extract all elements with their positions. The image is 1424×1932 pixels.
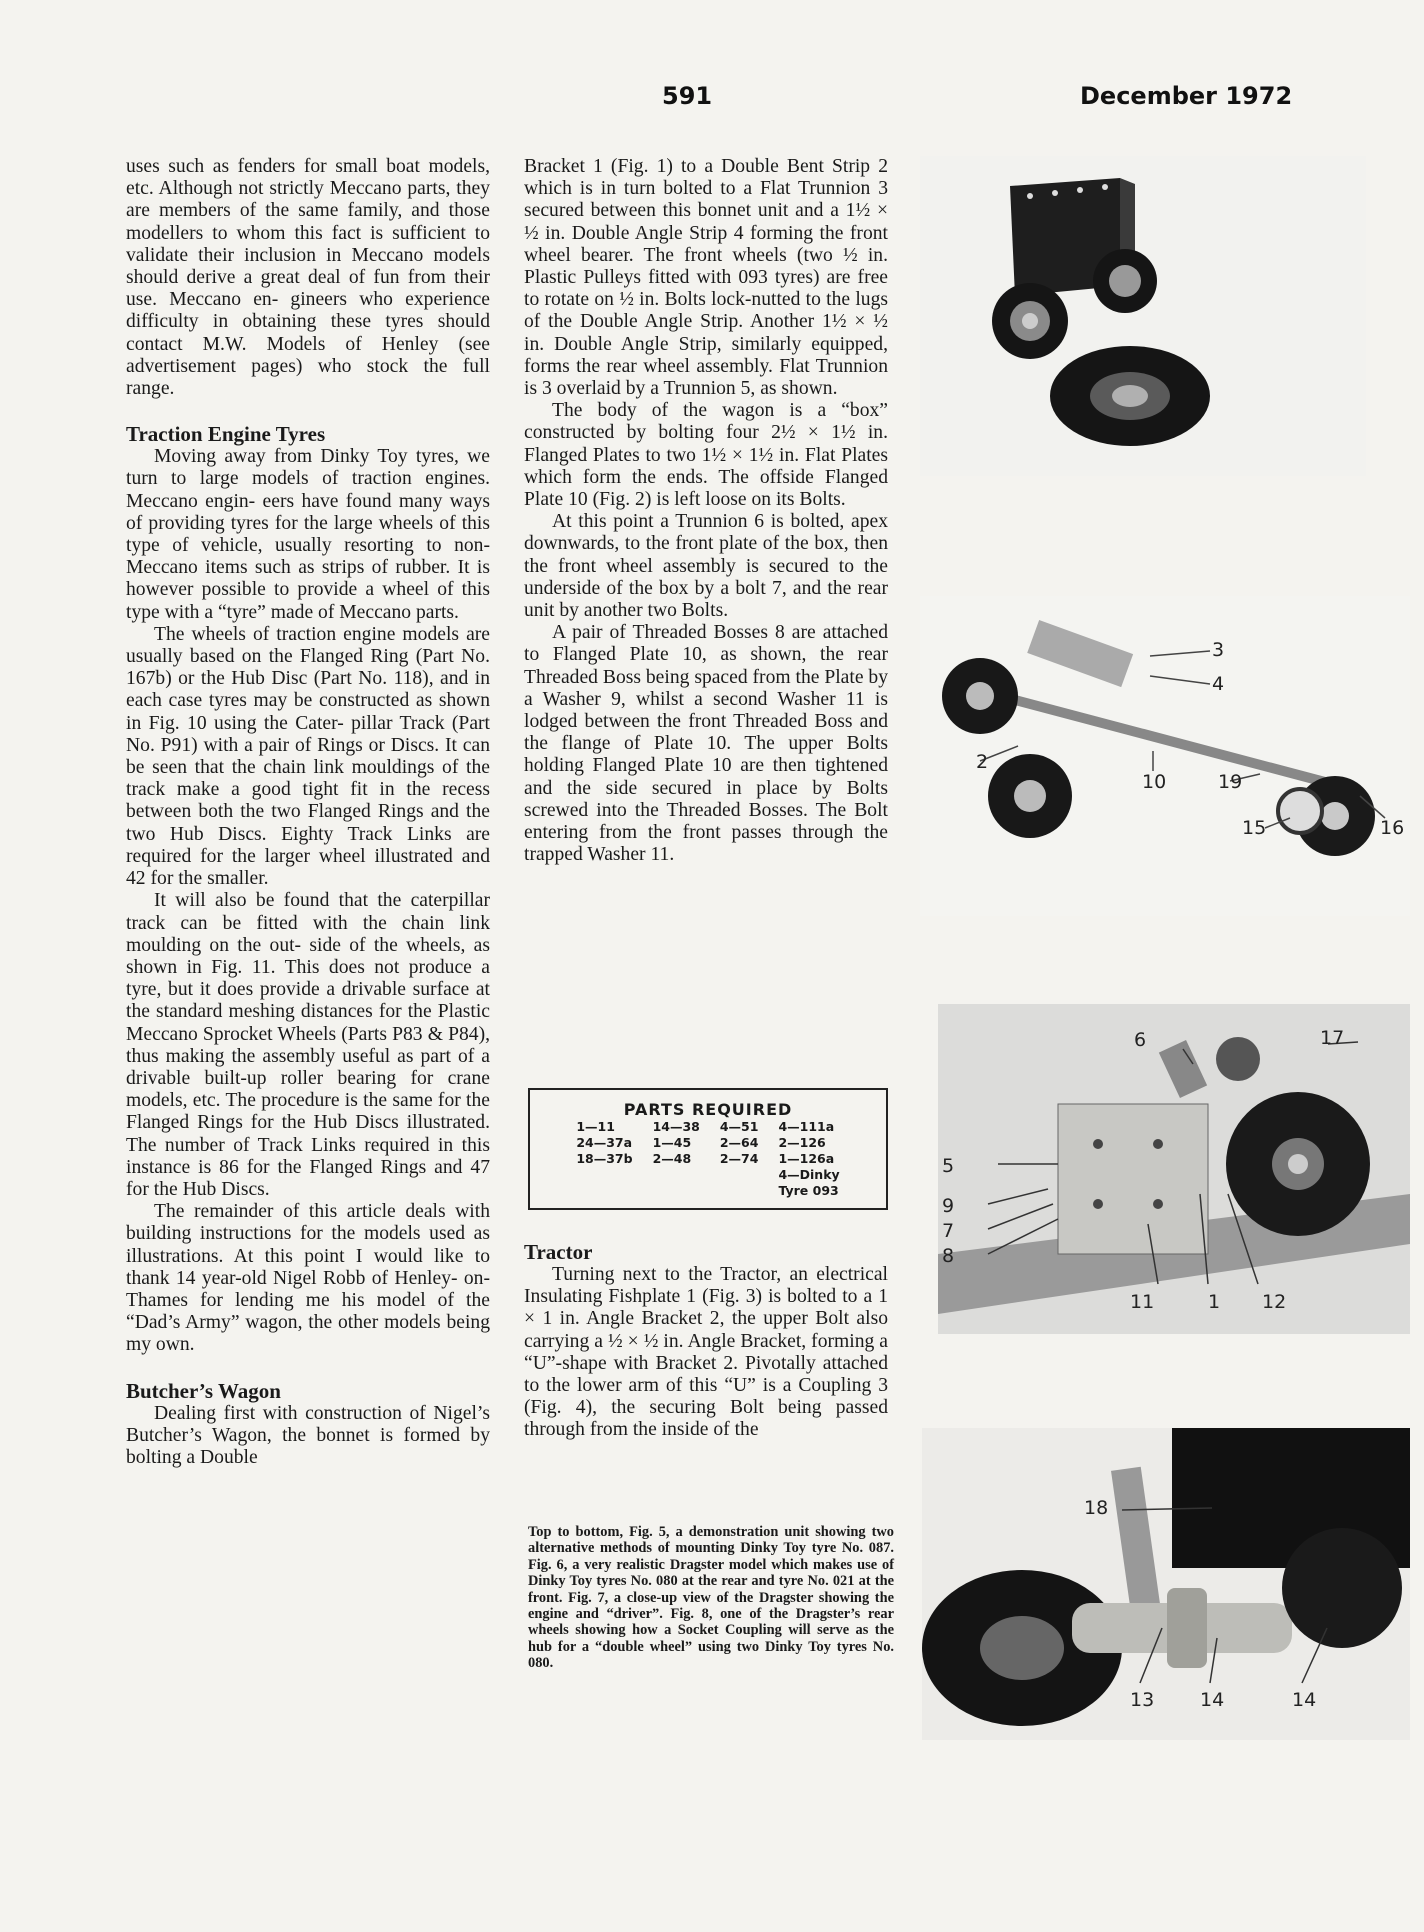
parts-col-2 (643, 1119, 710, 1199)
fig8-label-13: 13 (1130, 1689, 1155, 1711)
fig7-label-1: 1 (1208, 1291, 1221, 1313)
column-2 (524, 156, 888, 867)
parts-col-1 (566, 1119, 642, 1199)
issue-date: December 1972 (1080, 82, 1293, 110)
fig7-label-12: 12 (1262, 1291, 1287, 1313)
part-entry: Tyre 093 (778, 1183, 839, 1198)
part-entry: 1—11 (576, 1119, 615, 1134)
paragraph: Bracket 1 (Fig. 1) to a Double Bent Strip 2 which is in turn bolted to a Flat Trunnion 3 secured between this bonnet unit and a 1½ × ½ in. Double Angle Strip 4 forming the front wheel bearer. The front wheels (two ½ in. Plastic Pulleys fitted with 093 tyres) are free to rotate on ½ in. Bolts lock-nutted to the lugs of the Double Angle Strip. Another 1½ × ½ in. Double Angle Strip, similarly equipped, forms the rear wheel assembly. Flat Trunnion is 3 overlaid by a Trunnion 5, as shown. (524, 156, 888, 400)
paragraph: Turning next to the Tractor, an electrical Insulating Fishplate 1 (Fig. 3) is bolted to a 1 × 1 in. Angle Bracket 2, the upper Bolt also carrying a ½ × ½ in. Angle Bracket, forming a “U”-shape with Bracket 2. Pivotally attached to the lower arm of this “U” is a Coupling 3 (Fig. 4), the securing Bolt being passed through from the inside of the (524, 1264, 888, 1441)
fig7-label-6: 6 (1134, 1029, 1147, 1051)
fig6-label-4: 4 (1212, 673, 1225, 695)
parts-table (566, 1119, 849, 1199)
paragraph: uses such as fenders for small boat models, etc. Although not strictly Meccano parts, they are members of the same family, and those modellers to whom this fact is sufficient to validate their inclusion in Meccano models should derive a great deal of fun from their use. Meccano en- gineers who experience difficulty in obtaining these tyres should contact M.W. Models of Henley (see advertisement pages) who stock the full range. (126, 156, 490, 400)
part-entry: 2—64 (719, 1135, 759, 1150)
part-entry: 18—37b (576, 1151, 633, 1166)
fig6-label-3: 3 (1212, 639, 1225, 661)
part-entry: 2—126 (778, 1135, 826, 1150)
paragraph: The wheels of traction engine models are usually based on the Flanged Ring (Part No. 167b) or the Hub Disc (Part No. 118), and in each case tyres may be constructed as shown in Fig. 10 using the Cater- pillar Track (Part No. P91) with a pair of Rings or Discs. It can be seen that the chain link mouldings of the track make a good tight fit in the recess between both the two Flanged Rings and the two Hub Discs. Eighty Track Links are required for the larger wheel illustrated and 42 for the smaller. (126, 623, 490, 890)
part-entry: 1—126a (778, 1151, 835, 1166)
fig7-label-8: 8 (942, 1245, 955, 1267)
part-entry: 2—74 (719, 1151, 759, 1166)
part-entry: 14—38 (652, 1119, 700, 1134)
fig7-photo (938, 1004, 1410, 1334)
fig6-image (920, 596, 1410, 916)
fig6-label-19: 19 (1218, 771, 1243, 793)
parts-required-box (528, 1088, 888, 1210)
fig6-label-2: 2 (976, 751, 989, 773)
page-number: 591 (662, 82, 713, 110)
paragraph: At this point a Trunnion 6 is bolted, apex downwards, to the front plate of the box, then the front wheel assembly is secured to the underside of the box by a bolt 7, and the rear unit by another two Bolts. (524, 511, 888, 622)
fig7-label-7: 7 (942, 1220, 955, 1242)
fig8-label-14-right: 14 (1292, 1689, 1317, 1711)
heading-traction-engine-tyres: Traction Engine Tyres (126, 422, 326, 447)
parts-col-3 (710, 1119, 769, 1199)
fig6-label-10: 10 (1142, 771, 1167, 793)
parts-col-4 (768, 1119, 849, 1199)
part-entry: 24—37a (576, 1135, 633, 1150)
fig5-image (920, 156, 1366, 476)
fig5-photo (920, 156, 1366, 476)
fig8-label-18: 18 (1084, 1497, 1109, 1519)
figure-caption: Top to bottom, Fig. 5, a demonstration unit showing two alternative methods of mounting Dinky Toy tyre No. 087. Fig. 6, a very realistic Dragster model which makes use of Dinky Toy tyres No. 080 at the rear and tyre No. 021 at the front. Fig. 7, a close-up view of the Dragster showing the engine and “driver”. Fig. 8, one of the Dragster’s rear wheels showing how a Socket Coupling will serve as the hub for a “double wheel” using two Dinky Toy tyres No. 080. (528, 1524, 894, 1672)
fig7-image (938, 1004, 1410, 1334)
paragraph: It will also be found that the caterpillar track can be fitted with the chain link moulding on the out- side of the wheels, as shown in Fig. 11. This does not produce a tyre, but it does provide a drivable surface at the standard meshing distances for the Plastic Meccano Sprocket Wheels (Parts P83 & P84), thus making the assembly useful as part of a drivable built-up roller bearing for crane models, etc. The procedure is the same for the Flanged Rings for the Hub Discs illustrated. The number of Track Links required in this instance is 86 for the Flanged Rings and 47 for the Hub Discs. (126, 890, 490, 1200)
paragraph: The body of the wagon is a “box” constructed by bolting four 2½ × 1½ in. Flanged Plates to two 1½ × 1½ in. Flat Plates which form the ends. The offside Flanged Plate 10 (Fig. 2) is left loose on its Bolts. (524, 400, 888, 511)
parts-required-title: PARTS REQUIRED (623, 1100, 793, 1119)
heading-tractor: Tractor (524, 1240, 593, 1264)
part-entry: 2—48 (652, 1151, 692, 1166)
fig6-label-15: 15 (1242, 817, 1267, 839)
fig7-label-11: 11 (1130, 1291, 1155, 1313)
paragraph: Dealing first with construction of Nigel’s Butcher’s Wagon, the bonnet is formed by bolting a Double (126, 1402, 490, 1468)
column-1 (126, 156, 490, 1469)
part-entry: 4—111a (778, 1119, 835, 1134)
fig7-label-17: 17 (1320, 1027, 1345, 1049)
fig6-photo (920, 596, 1410, 916)
part-entry: 1—45 (652, 1135, 692, 1150)
column-2-lower (524, 1224, 888, 1442)
fig6-label-16: 16 (1380, 817, 1405, 839)
fig8-photo (922, 1428, 1410, 1740)
heading-butchers-wagon: Butcher’s Wagon (126, 1378, 281, 1403)
fig7-label-9: 9 (942, 1195, 955, 1217)
part-entry: 4—51 (719, 1119, 759, 1134)
fig8-label-14: 14 (1200, 1689, 1225, 1711)
paragraph: The remainder of this article deals with building instructions for the models used as illustrations. At this point I would like to thank 14 year-old Nigel Robb of Henley- on-Thames for lending me his model of the “Dad’s Army” wagon, the other models being my own. (126, 1201, 490, 1356)
paragraph: A pair of Threaded Bosses 8 are attached to Flanged Plate 10, as shown, the rear Threaded Boss being spaced from the Plate by a Washer 9, whilst a second Washer 11 is lodged between the front Threaded Boss and the flange of Plate 10. The upper Bolts holding Flanged Plate 10 are then tightened and the side secured in place by Bolts screwed into the Threaded Bosses. The Bolt entering from the front passes through the trapped Washer 11. (524, 622, 889, 866)
paragraph: Moving away from Dinky Toy tyres, we turn to large models of traction engines. Meccano engin- eers have found many ways of providing tyres for the large wheels of this type of vehicle, usually resorting to non-Meccano items such as strips of rubber. It is however possible to provide a wheel of this type with a “tyre” made of Meccano parts. (126, 446, 490, 623)
fig8-image (922, 1428, 1410, 1740)
fig7-label-5: 5 (942, 1155, 955, 1177)
part-entry: 4—Dinky (778, 1167, 840, 1182)
